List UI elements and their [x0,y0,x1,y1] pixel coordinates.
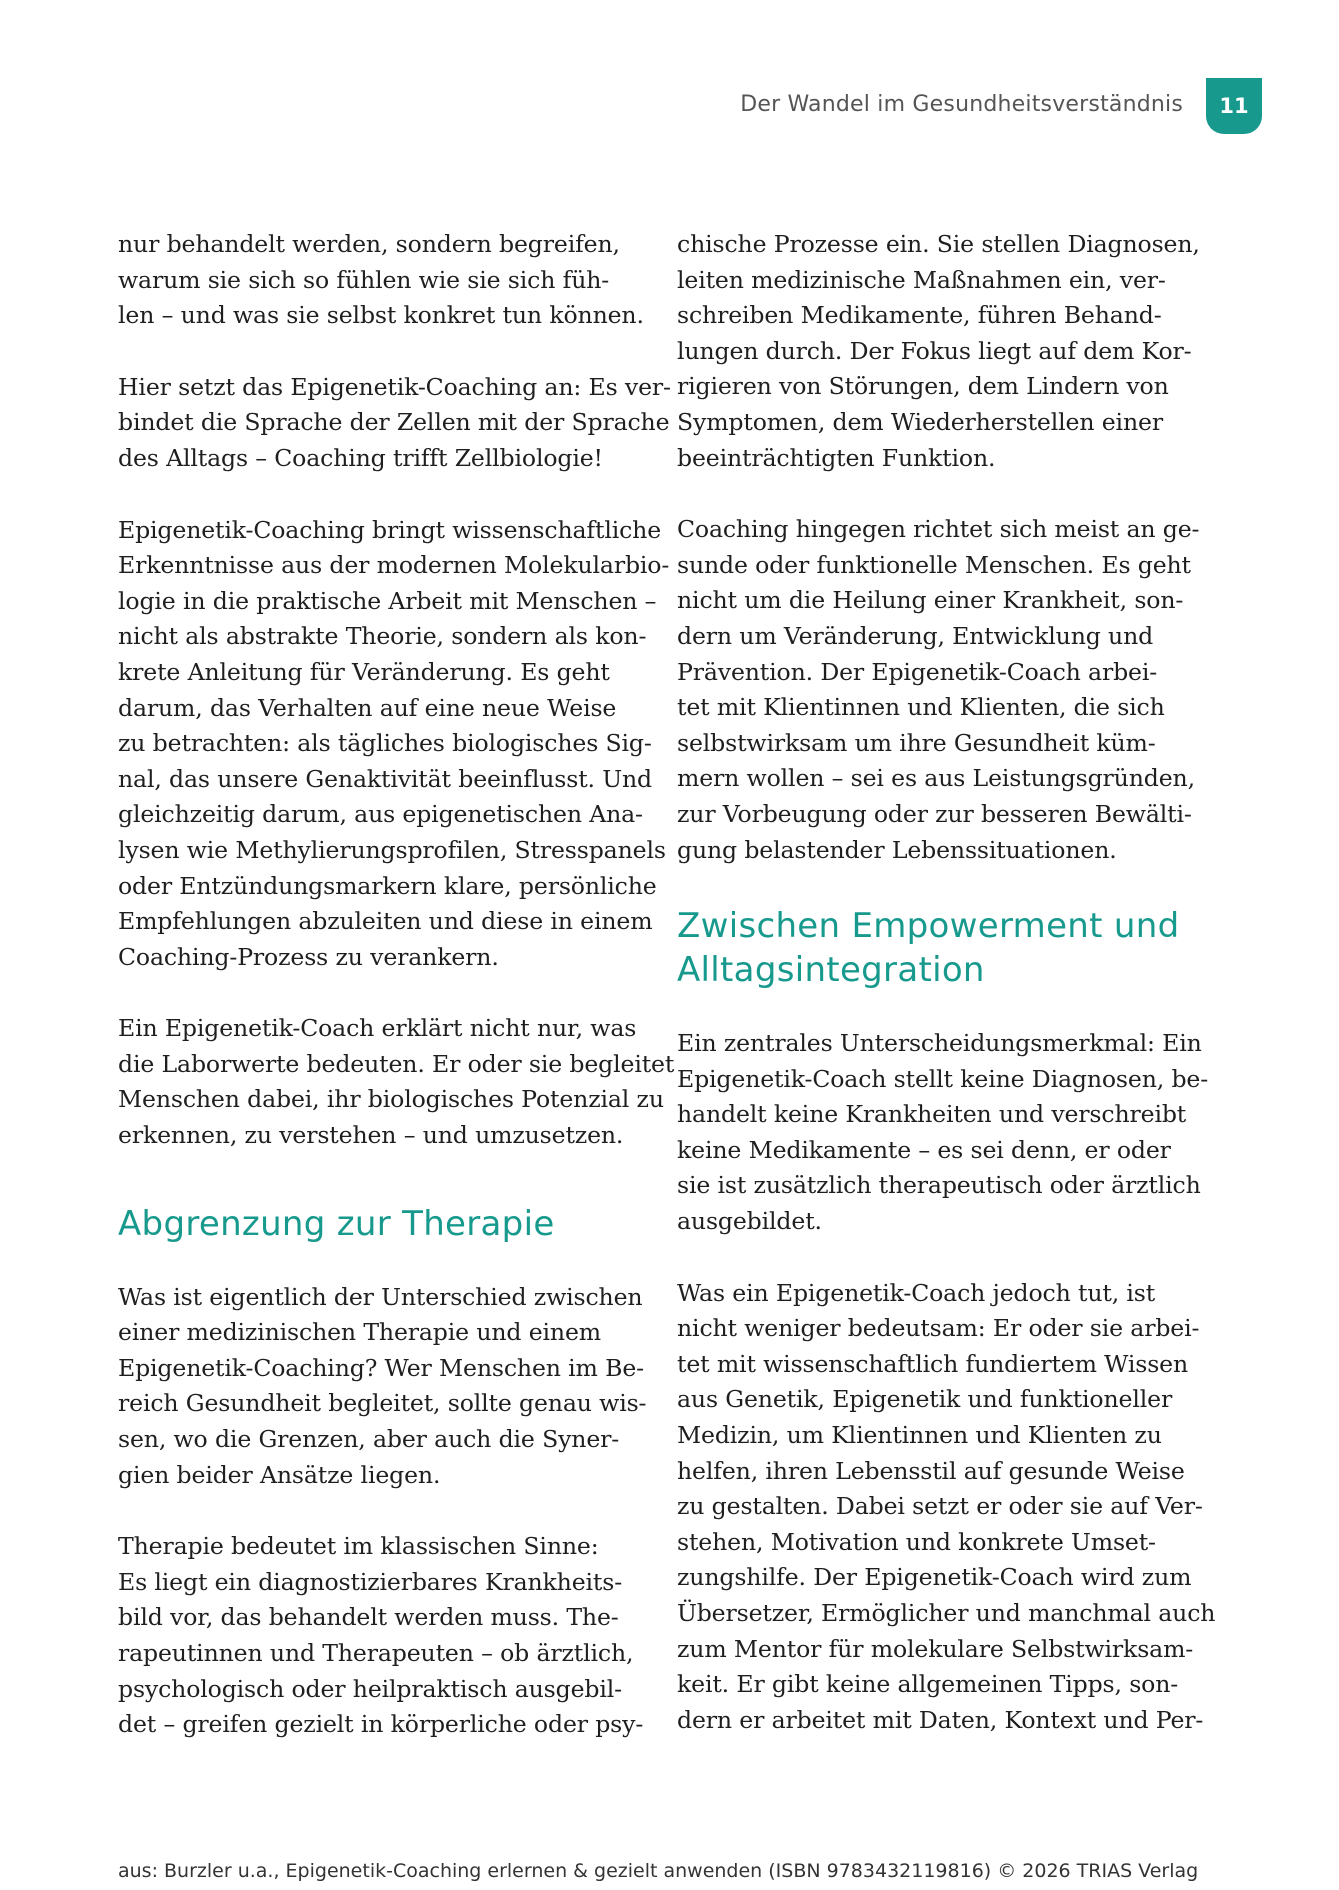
text-line: gung belastender Lebenssituationen. [677,835,1117,864]
paragraph [118,370,671,477]
text-line: einer medizinischen Therapie und einem [118,1318,602,1347]
text-line: krete Anleitung für Veränderung. Es geht [118,657,610,686]
text-line: darum, das Verhalten auf eine neue Weise [118,693,617,722]
text-line: Symptomen, dem Wiederherstellen einer [677,407,1163,436]
text-line: sen, wo die Grenzen, aber auch die Syner- [118,1425,620,1454]
text-line: tet mit wissenschaftlich fundiertem Wissen [677,1349,1189,1378]
text-line: dern er arbeitet mit Daten, Kontext und Per- [677,1705,1204,1734]
text-line: Ein Epigenetik-Coach erklärt nicht nur, was [118,1014,637,1043]
paragraph [118,1280,647,1494]
text-line: psychologisch oder heilpraktisch ausgebil- [118,1674,622,1703]
text-line: Zwischen Empowerment und [677,906,1180,947]
text-line: Empfehlungen abzuleiten und diese in einem [118,907,653,936]
text-line: Prävention. Der Epigenetik-Coach arbei- [677,657,1158,686]
text-line: erkennen, zu verstehen – und umzusetzen. [118,1121,624,1150]
text-line: aus Genetik, Epigenetik und funktioneller [677,1385,1173,1414]
text-line: zum Mentor für molekulare Selbstwirksam- [677,1634,1194,1663]
text-line: Therapie bedeutet im klassischen Sinne: [118,1532,599,1561]
text-line: Coaching-Prozess zu verankern. [118,942,499,971]
text-line: Ein zentrales Unterscheidungsmerkmal: Ein [677,1029,1202,1058]
text-line: reich Gesundheit begleitet, sollte genau wis- [118,1389,647,1418]
text-line: len – und was sie selbst konkret tun können. [118,301,644,330]
text-line: gleichzeitig darum, aus epigenetischen Ana- [118,800,643,829]
paragraph [677,512,1200,868]
text-line: des Alltags – Coaching trifft Zellbiologie! [118,443,603,472]
text-line: Epigenetik-Coach stellt keine Diagnosen, be- [677,1064,1209,1093]
text-line: nicht um die Heilung einer Krankheit, son- [677,586,1184,615]
text-line: nicht als abstrakte Theorie, sondern als kon- [118,622,647,651]
text-line: Medizin, um Klientinnen und Klienten zu [677,1421,1162,1450]
text-line: stehen, Motivation und konkrete Umset- [677,1527,1156,1556]
text-line: selbstwirksam um ihre Gesundheit küm- [677,728,1156,757]
paragraph [677,1276,1216,1739]
text-line: sie ist zusätzlich therapeutisch oder ärztlich [677,1171,1201,1200]
left-column [118,227,675,1779]
text-line: det – greifen gezielt in körperliche oder psy- [118,1710,644,1739]
page-number-badge: 11 [1206,78,1262,134]
text-line: Erkenntnisse aus der modernen Molekularbio- [118,551,670,580]
text-line: nal, das unsere Genaktivität beeinflusst. Und [118,764,652,793]
text-line: leiten medizinische Maßnahmen ein, ver- [677,265,1166,294]
text-line: dern um Veränderung, Entwicklung und [677,621,1154,650]
text-line: zungshilfe. Der Epigenetik-Coach wird zum [677,1563,1192,1592]
text-line: gien beider Ansätze liegen. [118,1460,441,1489]
right-column [677,227,1216,1774]
text-line: Was ein Epigenetik-Coach jedoch tut, ist [677,1278,1156,1307]
source-citation: aus: Burzler u.a., Epigenetik-Coaching erlernen & gezielt anwenden (ISBN 9783432119816) © 2026 TRIAS Verlag [118,1860,1199,1882]
paragraph [118,513,670,976]
text-line: handelt keine Krankheiten und verschreibt [677,1100,1187,1129]
text-line: Übersetzer, Ermöglicher und manchmal auch [677,1599,1216,1627]
text-line: zur Vorbeugung oder zur besseren Bewälti- [677,799,1192,828]
text-line: zu gestalten. Dabei setzt er oder sie auf Ver- [677,1492,1203,1521]
text-line: schreiben Medikamente, führen Behand- [677,301,1162,330]
text-line: rigieren von Störungen, dem Lindern von [677,372,1169,401]
text-line: Was ist eigentlich der Unterschied zwischen [118,1282,643,1311]
section-heading-empowerment [677,904,1197,992]
text-line: keine Medikamente – es sei denn, er oder [677,1135,1171,1164]
text-line: bild vor, das behandelt werden muss. The- [118,1603,619,1632]
text-line: keit. Er gibt keine allgemeinen Tipps, son- [677,1670,1179,1699]
text-line: sunde oder funktionelle Menschen. Es geht [677,550,1191,579]
text-line: nur behandelt werden, sondern begreifen, [118,230,620,258]
text-line: Abgrenzung zur Therapie [118,1203,555,1244]
text-line: Alltagsintegration [677,950,985,991]
text-line: Coaching hingegen richtet sich meist an ge- [677,515,1200,544]
text-line: warum sie sich so fühlen wie sie sich füh- [118,265,610,294]
text-line: Epigenetik-Coaching bringt wissenschaftliche [118,515,662,544]
text-line: zu betrachten: als tägliches biologisches Sig- [118,729,652,758]
text-line: nicht weniger bedeutsam: Er oder sie arbei- [677,1314,1200,1343]
text-line: Hier setzt das Epigenetik-Coaching an: Es ver- [118,372,671,401]
text-line: logie in die praktische Arbeit mit Menschen – [118,586,657,615]
text-line: Es liegt ein diagnostizierbares Krankheits- [118,1567,623,1596]
section-heading-therapie [118,1202,638,1246]
text-line: helfen, ihren Lebensstil auf gesunde Weise [677,1456,1185,1485]
text-line: Menschen dabei, ihr biologisches Potenzial zu [118,1085,664,1114]
text-line: beeinträchtigten Funktion. [677,443,996,472]
text-line: lungen durch. Der Fokus liegt auf dem Kor- [677,336,1192,365]
paragraph [118,227,644,334]
text-line: bindet die Sprache der Zellen mit der Sprache [118,408,670,437]
text-line: ausgebildet. [677,1207,822,1236]
text-line: mern wollen – sei es aus Leistungsgründen, [677,764,1195,793]
text-line: oder Entzündungsmarkern klare, persönliche [118,871,657,900]
paragraph [118,1011,675,1153]
text-line: tet mit Klientinnen und Klienten, die sich [677,693,1165,722]
text-line: Epigenetik-Coaching? Wer Menschen im Be- [118,1353,644,1382]
paragraph [677,1026,1209,1240]
text-line: chische Prozesse ein. Sie stellen Diagnosen, [677,230,1200,258]
running-header-title: Der Wandel im Gesundheitsverständnis [740,92,1183,117]
paragraph [118,1529,644,1743]
text-line: die Laborwerte bedeuten. Er oder sie begleitet [118,1049,675,1078]
text-line: rapeutinnen und Therapeuten – ob ärztlich, [118,1639,634,1667]
paragraph [677,227,1200,476]
text-line: lysen wie Methylierungsprofilen, Stresspanels [118,835,666,864]
